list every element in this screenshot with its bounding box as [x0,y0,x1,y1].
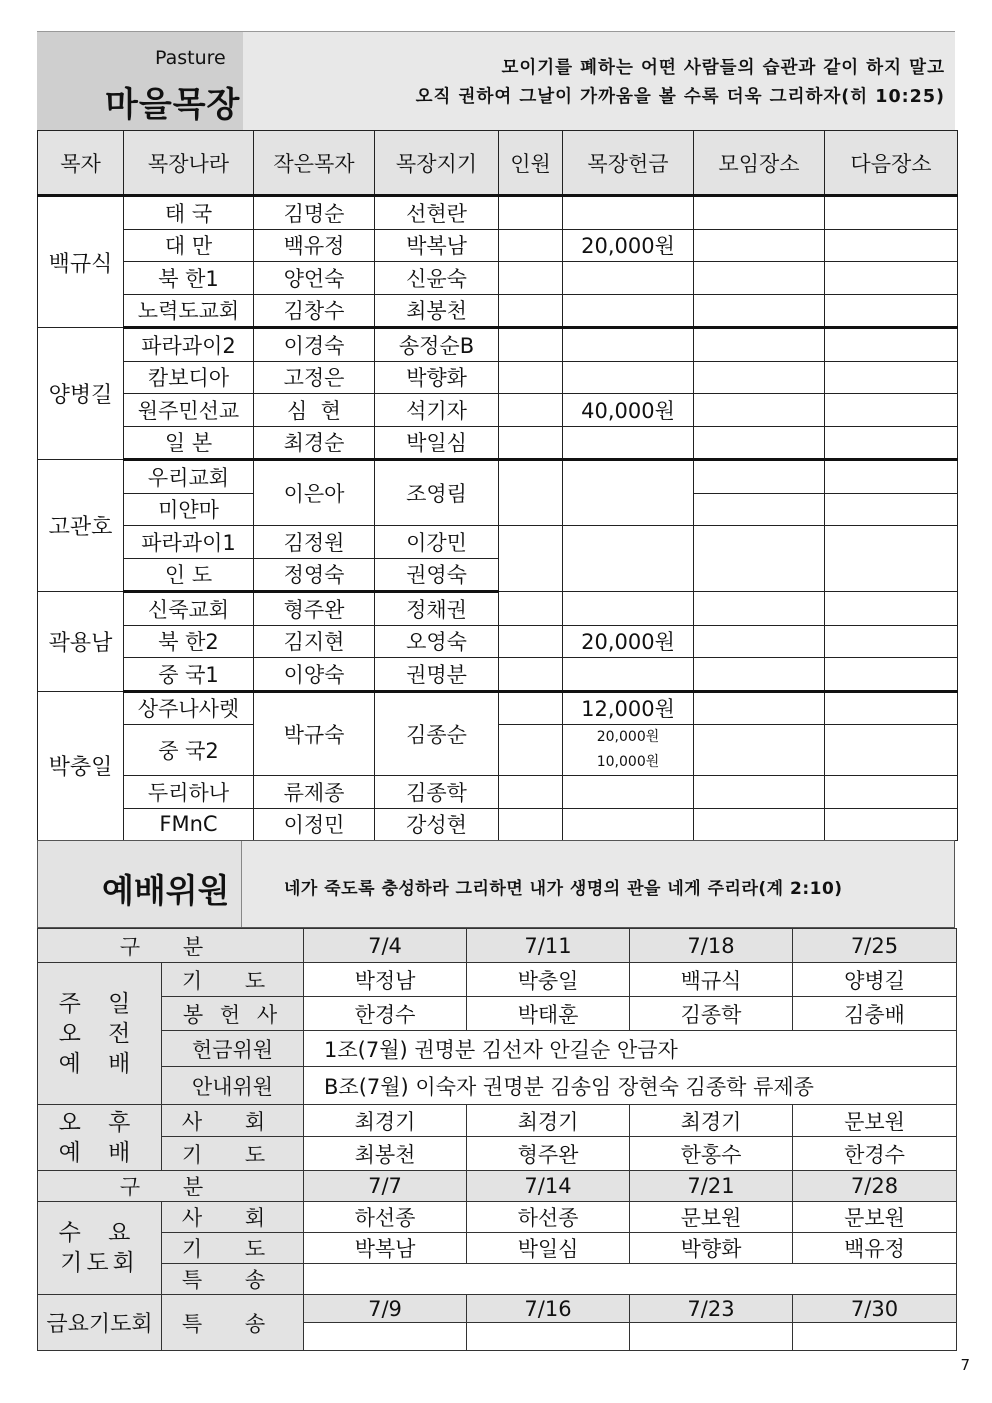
table-row [38,1105,957,1137]
table-row [38,963,957,997]
next-place-cell [825,493,958,526]
gubun-label: 구 분 [38,1171,304,1202]
date-cell: 7/21 [630,1171,793,1202]
date-cell: 7/28 [793,1171,957,1202]
keeper-cell: 박향화 [375,361,499,394]
place-cell [694,394,825,427]
place-cell [694,625,825,658]
sunday-am-label-line: 예 배 [58,1050,141,1077]
next-place-cell [825,592,958,626]
count-cell [499,592,563,626]
name-cell: 형주완 [467,1137,630,1171]
date-cell: 7/18 [630,929,793,963]
table-row [38,294,958,328]
worship-table [37,928,957,1351]
date-cell: 7/11 [467,929,630,963]
pasture-table [37,130,958,841]
nation-cell: 인 도 [124,558,254,592]
place-cell [694,526,825,592]
next-place-cell [825,625,958,658]
small-pastor-cell: 김창수 [254,294,375,328]
small-pastor-cell: 최경순 [254,426,375,460]
offering-amount: 10,000원 [596,754,660,770]
usher-text: B조(7월) 이숙자 권명분 김송임 장현숙 김종학 류제종 [304,1067,957,1105]
count-cell [499,808,563,841]
keeper-cell: 김종학 [375,776,499,809]
table-row [38,426,958,460]
worship-verse: 네가 죽도록 충성하라 그리하면 내가 생명의 관을 네게 주리라(계 2:10) [284,879,843,899]
count-cell [499,526,563,592]
offering-cell [563,426,694,460]
offering-cell [563,808,694,841]
presider-label: 사 회 [162,1202,304,1233]
table-row [38,328,958,362]
small-pastor-cell: 이은아 [254,460,375,526]
worship-title-box [38,841,242,927]
offering-cell [563,361,694,394]
nation-cell: 북 한2 [124,625,254,658]
small-pastor-cell: 박규숙 [254,691,375,776]
table-row [38,776,958,809]
small-pastor-cell: 류제종 [254,776,375,809]
name-cell: 문보원 [793,1202,957,1233]
table-row [38,1067,957,1105]
count-cell [499,460,563,526]
nation-cell: 미얀마 [124,493,254,526]
count-cell [499,196,563,230]
table-row [38,592,958,626]
small-pastor-cell: 양언숙 [254,262,375,295]
table-row [38,691,958,725]
offering-cell: 20,000원 [563,625,694,658]
small-pastor-cell: 백유정 [254,229,375,262]
name-cell [630,1323,793,1351]
name-cell [467,1323,630,1351]
name-cell [793,1323,957,1351]
place-cell [694,776,825,809]
col-header-nation: 목장나라 [124,131,254,196]
sunday-am-label-line: 주 일 [58,990,141,1017]
table-row [38,394,958,427]
date-cell: 7/9 [304,1295,467,1323]
pastor-cell: 박충일 [38,691,124,841]
sunday-date-row [38,929,957,963]
name-cell: 문보원 [793,1105,957,1137]
name-cell: 하선종 [304,1202,467,1233]
small-pastor-cell: 김정원 [254,526,375,559]
wednesday-label-line: 수 요 [58,1220,141,1246]
table-row [38,361,958,394]
pasture-title-en: Pasture [155,47,226,69]
count-cell [499,328,563,362]
count-cell [499,776,563,809]
next-place-cell [825,725,958,776]
worship-header [37,840,955,928]
sunday-pm-label-line: 예 배 [58,1139,141,1166]
pastor-cell: 백규식 [38,196,124,328]
keeper-cell: 최봉천 [375,294,499,328]
place-cell [694,493,825,526]
name-cell: 박복남 [304,1233,467,1264]
nation-cell: 중 국2 [124,725,254,776]
name-cell: 최경기 [467,1105,630,1137]
sunday-am-label [38,963,162,1105]
name-cell: 백유정 [793,1233,957,1264]
offering-cell [563,725,694,776]
name-cell: 최경기 [630,1105,793,1137]
next-place-cell [825,658,958,692]
usher-label: 안내위원 [162,1067,304,1105]
offering-cell [563,196,694,230]
offering-cell [563,658,694,692]
offering-cell: 20,000원 [563,229,694,262]
place-cell [694,361,825,394]
nation-cell: 북 한1 [124,262,254,295]
table-row [38,229,958,262]
small-pastor-cell: 형주완 [254,592,375,626]
place-cell [694,426,825,460]
place-cell [694,328,825,362]
place-cell [694,262,825,295]
name-cell: 박충일 [467,963,630,997]
table-row [38,1295,957,1323]
place-cell [694,196,825,230]
worship-title: 예배위원 [102,871,230,910]
offering-cell: 12,000원 [563,691,694,725]
small-pastor-cell: 김지현 [254,625,375,658]
place-cell [694,658,825,692]
col-header-small-pastor: 작은목자 [254,131,375,196]
table-row [38,1233,957,1264]
nation-cell: 노력도교회 [124,294,254,328]
small-pastor-cell: 심 현 [254,394,375,427]
next-place-cell [825,196,958,230]
pasture-verse [416,54,945,112]
table-row [38,625,958,658]
pasture-header [37,31,955,132]
name-cell: 한홍수 [630,1137,793,1171]
date-cell: 7/7 [304,1171,467,1202]
col-header-place: 모임장소 [694,131,825,196]
special-song-cell [304,1264,957,1295]
place-cell [694,460,825,494]
keeper-cell: 송정순B [375,328,499,362]
small-pastor-cell: 이경숙 [254,328,375,362]
name-cell [304,1323,467,1351]
next-place-cell [825,229,958,262]
col-header-pastor: 목자 [38,131,124,196]
place-cell [694,691,825,725]
table-row [38,1202,957,1233]
keeper-cell: 박일심 [375,426,499,460]
name-cell: 백규식 [630,963,793,997]
count-cell [499,361,563,394]
keeper-cell: 석기자 [375,394,499,427]
table-row [38,196,958,230]
place-cell [694,725,825,776]
pasture-title-box [37,32,243,132]
keeper-cell: 이강민 [375,526,499,559]
special-song-label: 특 송 [162,1264,304,1295]
nation-cell: 파라과이2 [124,328,254,362]
table-row [38,997,957,1031]
keeper-cell: 권명분 [375,658,499,692]
col-header-keeper: 목장지기 [375,131,499,196]
pasture-verse-line2: 오직 권하여 그날이 가까움을 볼 수록 더욱 그리하자(히 10:25) [415,87,945,107]
keeper-cell: 신윤숙 [375,262,499,295]
count-cell [499,294,563,328]
count-cell [499,725,563,776]
offering-amount: 20,000원 [596,729,660,745]
small-pastor-cell: 김명순 [254,196,375,230]
table-row [38,1031,957,1067]
count-cell [499,691,563,725]
date-cell: 7/30 [793,1295,957,1323]
name-cell: 문보원 [630,1202,793,1233]
gubun-label: 구 분 [38,929,304,963]
pastor-cell: 고관호 [38,460,124,592]
sunday-am-label-line: 오 전 [58,1020,141,1047]
next-place-cell [825,526,958,592]
count-cell [499,625,563,658]
special-song-label: 특 송 [162,1295,304,1351]
offering-speaker-label: 봉 헌 사 [162,997,304,1031]
place-cell [694,592,825,626]
prayer-label: 기 도 [162,963,304,997]
keeper-cell: 김종순 [375,691,499,776]
wednesday-label [38,1202,162,1295]
presider-label: 사 회 [162,1105,304,1137]
table-row [38,526,958,559]
keeper-cell: 정채권 [375,592,499,626]
keeper-cell: 오영숙 [375,625,499,658]
keeper-cell: 강성현 [375,808,499,841]
offering-cell [563,776,694,809]
keeper-cell: 권영숙 [375,558,499,592]
table-row [38,658,958,692]
keeper-cell: 선현란 [375,196,499,230]
friday-label: 금요기도회 [38,1295,162,1351]
offering-cell [563,262,694,295]
offering-cell [563,294,694,328]
pastor-cell: 양병길 [38,328,124,460]
name-cell: 박일심 [467,1233,630,1264]
date-cell: 7/25 [793,929,957,963]
table-row [38,808,958,841]
name-cell: 최경기 [304,1105,467,1137]
table-row [38,1137,957,1171]
nation-cell: 파라과이1 [124,526,254,559]
name-cell: 박정남 [304,963,467,997]
offering-committee-text: 1조(7월) 권명분 김선자 안길순 안금자 [304,1031,957,1067]
name-cell: 최봉천 [304,1137,467,1171]
nation-cell: 대 만 [124,229,254,262]
next-place-cell [825,776,958,809]
nation-cell: 우리교회 [124,460,254,494]
nation-cell: 두리하나 [124,776,254,809]
small-pastor-cell: 고정은 [254,361,375,394]
nation-cell: 태 국 [124,196,254,230]
next-place-cell [825,691,958,725]
next-place-cell [825,426,958,460]
table-row [38,460,958,494]
name-cell: 박향화 [630,1233,793,1264]
offering-cell: 40,000원 [563,394,694,427]
date-cell: 7/4 [304,929,467,963]
next-place-cell [825,361,958,394]
offering-cell [563,526,694,592]
offering-cell [563,328,694,362]
next-place-cell [825,294,958,328]
offering-committee-label: 헌금위원 [162,1031,304,1067]
col-header-next-place: 다음장소 [825,131,958,196]
prayer-label: 기 도 [162,1137,304,1171]
name-cell: 김충배 [793,997,957,1031]
next-place-cell [825,328,958,362]
small-pastor-cell: 이양숙 [254,658,375,692]
place-cell [694,294,825,328]
small-pastor-cell: 이정민 [254,808,375,841]
nation-cell: 상주나사렛 [124,691,254,725]
nation-cell: 일 본 [124,426,254,460]
place-cell [694,229,825,262]
table-row [38,1264,957,1295]
keeper-cell: 조영림 [375,460,499,526]
sunday-pm-label-line: 오 후 [58,1109,141,1136]
col-header-offering: 목장헌금 [563,131,694,196]
nation-cell: 캄보디아 [124,361,254,394]
prayer-label: 기 도 [162,1233,304,1264]
count-cell [499,229,563,262]
pastor-cell: 곽용남 [38,592,124,692]
name-cell: 한경수 [304,997,467,1031]
nation-cell: 원주민선교 [124,394,254,427]
offering-cell [563,460,694,526]
count-cell [499,262,563,295]
name-cell: 한경수 [793,1137,957,1171]
date-cell: 7/23 [630,1295,793,1323]
table-row [38,262,958,295]
wednesday-date-row [38,1171,957,1202]
count-cell [499,658,563,692]
sunday-pm-label [38,1105,162,1171]
pasture-verse-line1: 모이기를 폐하는 어떤 사람들의 습관과 같이 하지 말고 [501,58,945,78]
wednesday-label-line: 기도회 [60,1250,139,1276]
nation-cell: FMnC [124,808,254,841]
name-cell: 양병길 [793,963,957,997]
date-cell: 7/16 [467,1295,630,1323]
next-place-cell [825,460,958,494]
count-cell [499,426,563,460]
next-place-cell [825,808,958,841]
keeper-cell: 박복남 [375,229,499,262]
name-cell: 박태훈 [467,997,630,1031]
name-cell: 하선종 [467,1202,630,1233]
nation-cell: 중 국1 [124,658,254,692]
pasture-title-ko: 마을목장 [105,85,241,125]
date-cell: 7/14 [467,1171,630,1202]
count-cell [499,394,563,427]
offering-cell [563,592,694,626]
next-place-cell [825,262,958,295]
page-number: 7 [960,1356,970,1374]
col-header-count: 인원 [499,131,563,196]
small-pastor-cell: 정영숙 [254,558,375,592]
nation-cell: 신죽교회 [124,592,254,626]
name-cell: 김종학 [630,997,793,1031]
next-place-cell [825,394,958,427]
pasture-header-row [38,131,958,196]
place-cell [694,808,825,841]
